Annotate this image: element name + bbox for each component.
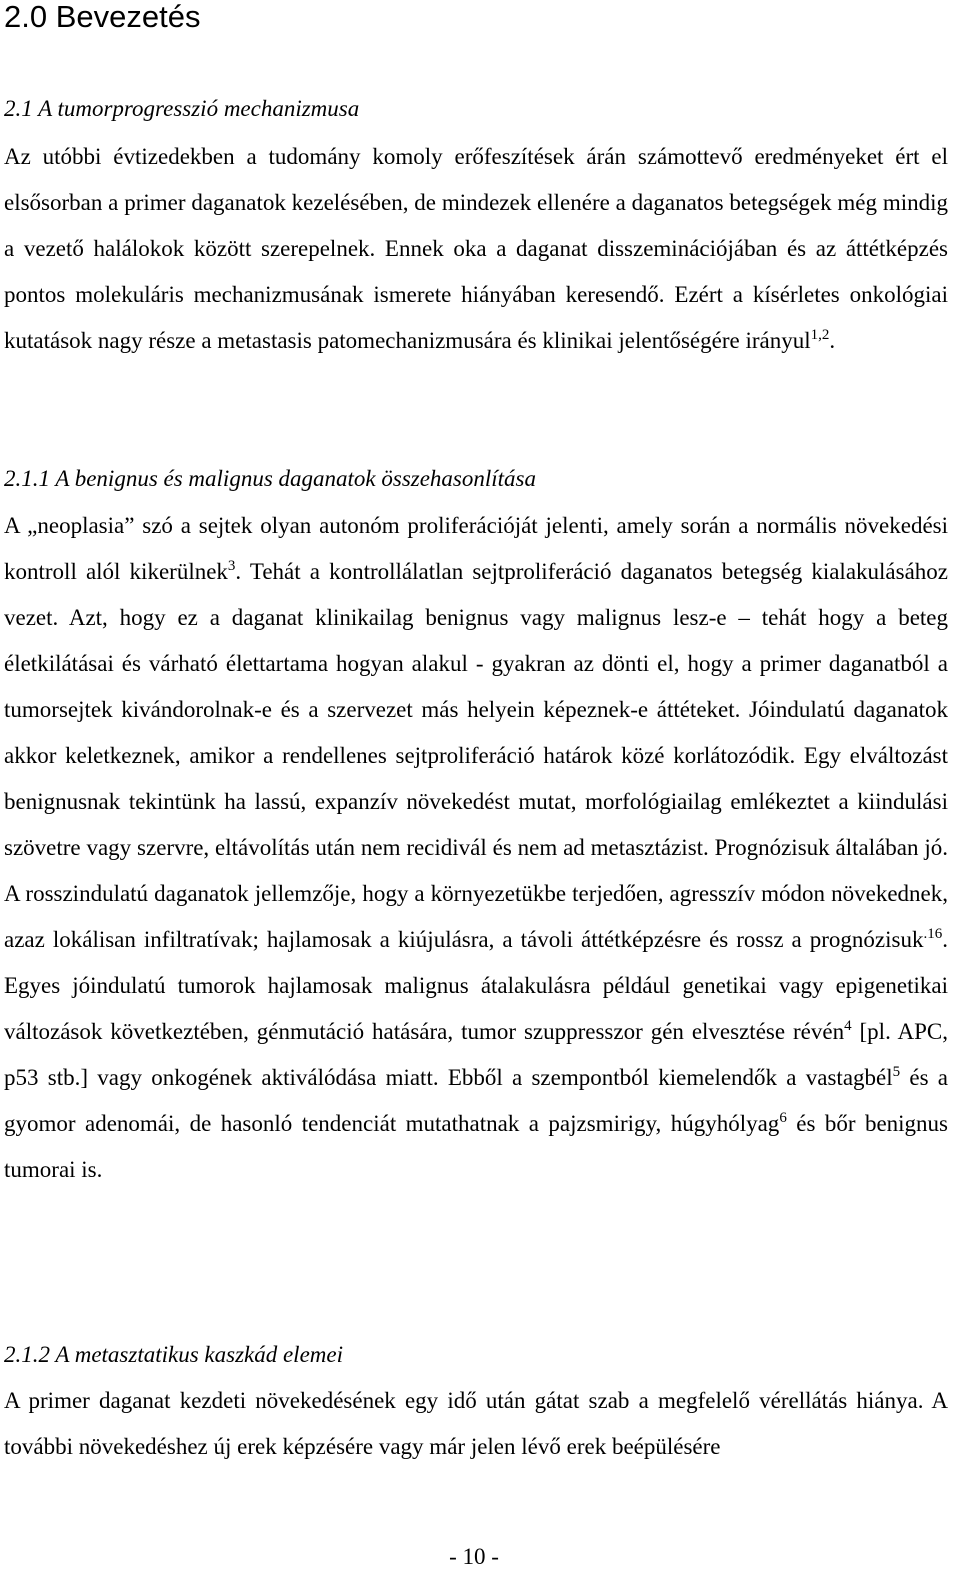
chapter-heading: 2.0 Bevezetés: [4, 0, 201, 34]
paragraph-text: és bőr benignus tumorai is.: [4, 1111, 948, 1182]
section-title: 2.1 A tumorprogresszió mechanizmusa: [4, 96, 360, 121]
subsection-title: 2.1.2 A metasztatikus kaszkád elemei: [4, 1342, 343, 1367]
reference-superscript: 4: [844, 1018, 852, 1034]
paragraph-text: .: [829, 328, 836, 353]
paragraph-text: [pl. APC, p53 stb.] vagy onkogének aktiválódása miatt. Ebből a szempontból kiemelendők a vastagbél: [4, 1019, 948, 1090]
paragraph-text: . Egyes jóindulatú tumorok hajlamosak malignus átalakulásra például genetikai vagy epigenetikai változások következtében, génmutáció hatására, tumor szuppresszor gén elvesztése révén: [4, 927, 948, 1044]
reference-superscript: 3: [227, 558, 236, 574]
page-number: - 10 -: [449, 1544, 499, 1569]
paragraph-text: . Tehát a kontrollálatlan sejtproliferáció daganatos betegség kialakulásához vezet. Azt, hogy ez a daganat klinikailag benignus vagy malignus lesz-e – tehát hogy a beteg életkilátásai és várható élettartama hogyan alakul - gyakran az dönti el, hogy a primer daganatból a tumorsejtek kivándorolnak-e és a szervezet más helyein képeznek-e áttéteket. Jóindulatú daganatok akkor keletkeznek, amikor a rendellenes sejtproliferáció határok közé korlátozódik. Egy elváltozást benignusnak tekintünk ha lassú, expanzív növekedést mutat, morfológiailag emlékeztet a kiindulási szövetre vagy szervre, eltávolítás után nem recidivál és nem ad metasztázist. Prognózisuk általában jó. A rosszindulatú daganatok jellemzője, hogy a környezetükbe terjedően, agresszív módon növekednek, azaz lokálisan infiltratívak; hajlamosak a kiújulásra, a távoli áttétképzésre és rossz a prognózisuk: [4, 559, 948, 952]
subsection-paragraph: A primer daganat kezdeti növekedésének egy idő után gátat szab a megfelelő vérellátás hiánya. A további növekedéshez új erek képzésére vagy már jelen lévő erek beépülésére: [4, 1388, 948, 1459]
paragraph-text: Az utóbbi évtizedekben a tudomány komoly erőfeszítések árán számottevő eredményeket ért el elsősorban a primer daganatok kezelésében, de mindezek ellenére a daganatos betegségek még mindig a vezető halálokok között szerepelnek. Ennek oka a daganat disszeminációjában és az áttétképzés pontos molekuláris mechanizmusának ismerete hiányában keresendő. Ezért a kísérletes onkológiai kutatások nagy része a metastasis patomechanizmusára és klinikai jelentőségére irányul: [4, 144, 948, 353]
section-paragraph: [4, 134, 948, 364]
paragraph-text: és a gyomor adenomái, de hasonló tendenciát mutathatnak a pajzsmirigy, húgyhólyag: [4, 1065, 948, 1136]
reference-superscript: 6: [779, 1110, 787, 1126]
subsection-title: 2.1.1 A benignus és malignus daganatok összehasonlítása: [4, 466, 536, 491]
reference-superscript: .16: [923, 926, 943, 942]
paragraph-text: A „neoplasia” szó a sejtek olyan autonóm proliferációját jelenti, amely során a normális növekedési kontroll alól kikerülnek: [4, 513, 948, 584]
reference-superscript: 5: [892, 1064, 901, 1080]
reference-superscript: 1,2: [810, 327, 830, 343]
subsection-paragraph: [4, 503, 948, 1193]
